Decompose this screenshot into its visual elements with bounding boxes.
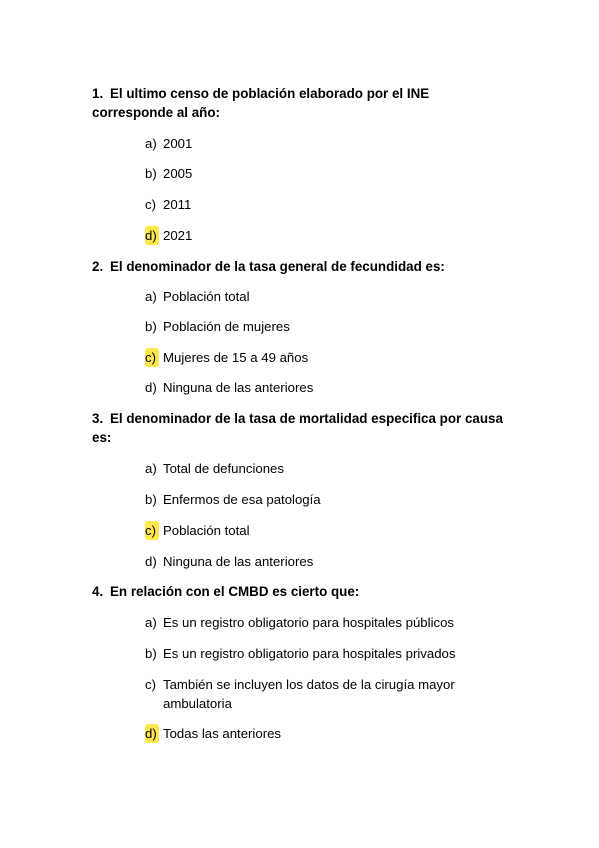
question-text-continued: es: [92, 430, 112, 445]
option-text: Es un registro obligatorio para hospitales privados [163, 646, 456, 661]
option-1c [145, 195, 545, 214]
option-4d [145, 724, 545, 743]
option-1b [145, 164, 545, 183]
option-letter: a) [145, 461, 157, 476]
option-letter: d) [145, 380, 157, 395]
question-text: El ultimo censo de población elaborado por el INE [110, 86, 430, 101]
question-2 [92, 257, 532, 276]
option-3d [145, 552, 545, 571]
option-text: Población total [163, 289, 250, 304]
option-2c [145, 348, 545, 367]
correct-answer-highlight: d) [145, 724, 159, 743]
question-number: 3. [92, 411, 104, 426]
option-text [163, 675, 545, 713]
option-text: Es un registro obligatorio para hospitales públicos [163, 615, 455, 630]
option-text: 2021 [163, 228, 193, 243]
correct-answer-highlight: d) [145, 226, 159, 245]
question-number: 2. [92, 259, 104, 274]
option-text-line-2: ambulatoria [163, 696, 232, 711]
option-text: Total de defunciones [163, 461, 284, 476]
option-3b [145, 490, 545, 509]
question-text-continued: corresponde al año: [92, 105, 220, 120]
question-1 [92, 84, 532, 122]
option-4a [145, 613, 545, 632]
question-4 [92, 582, 532, 601]
correct-answer-highlight: c) [145, 348, 159, 367]
option-2d [145, 378, 545, 397]
option-2a [145, 287, 545, 306]
option-letter: a) [145, 136, 157, 151]
option-3c [145, 521, 545, 540]
option-letter: b) [145, 646, 157, 661]
option-text: Población de mujeres [163, 319, 290, 334]
option-text-line-1: También se incluyen los datos de la cirugía mayor [163, 677, 455, 692]
option-3a [145, 459, 545, 478]
option-text: Todas las anteriores [163, 726, 282, 741]
question-number: 4. [92, 584, 104, 599]
question-text: El denominador de la tasa de mortalidad especifica por causa [110, 411, 503, 426]
option-letter: c) [145, 677, 156, 692]
option-text: 2011 [163, 197, 192, 212]
option-text: Población total [163, 523, 250, 538]
option-letter: a) [145, 289, 157, 304]
option-text: Mujeres de 15 a 49 años [163, 350, 309, 365]
option-letter: b) [145, 492, 157, 507]
option-4c [145, 675, 545, 713]
option-letter: b) [145, 166, 157, 181]
correct-answer-highlight: c) [145, 521, 159, 540]
option-1d [145, 226, 545, 245]
option-text: Enfermos de esa patología [163, 492, 321, 507]
option-2b [145, 317, 545, 336]
question-text: En relación con el CMBD es cierto que: [110, 584, 360, 599]
option-letter: b) [145, 319, 157, 334]
question-number: 1. [92, 86, 104, 101]
question-text: El denominador de la tasa general de fecundidad es: [110, 259, 445, 274]
option-letter: c) [145, 197, 156, 212]
option-letter: d) [145, 554, 157, 569]
option-1a [145, 134, 545, 153]
option-letter: a) [145, 615, 157, 630]
option-text: Ninguna de las anteriores [163, 554, 314, 569]
option-text: Ninguna de las anteriores [163, 380, 314, 395]
option-text: 2001 [163, 136, 193, 151]
option-4b [145, 644, 545, 663]
option-text: 2005 [163, 166, 193, 181]
question-3 [92, 409, 532, 447]
